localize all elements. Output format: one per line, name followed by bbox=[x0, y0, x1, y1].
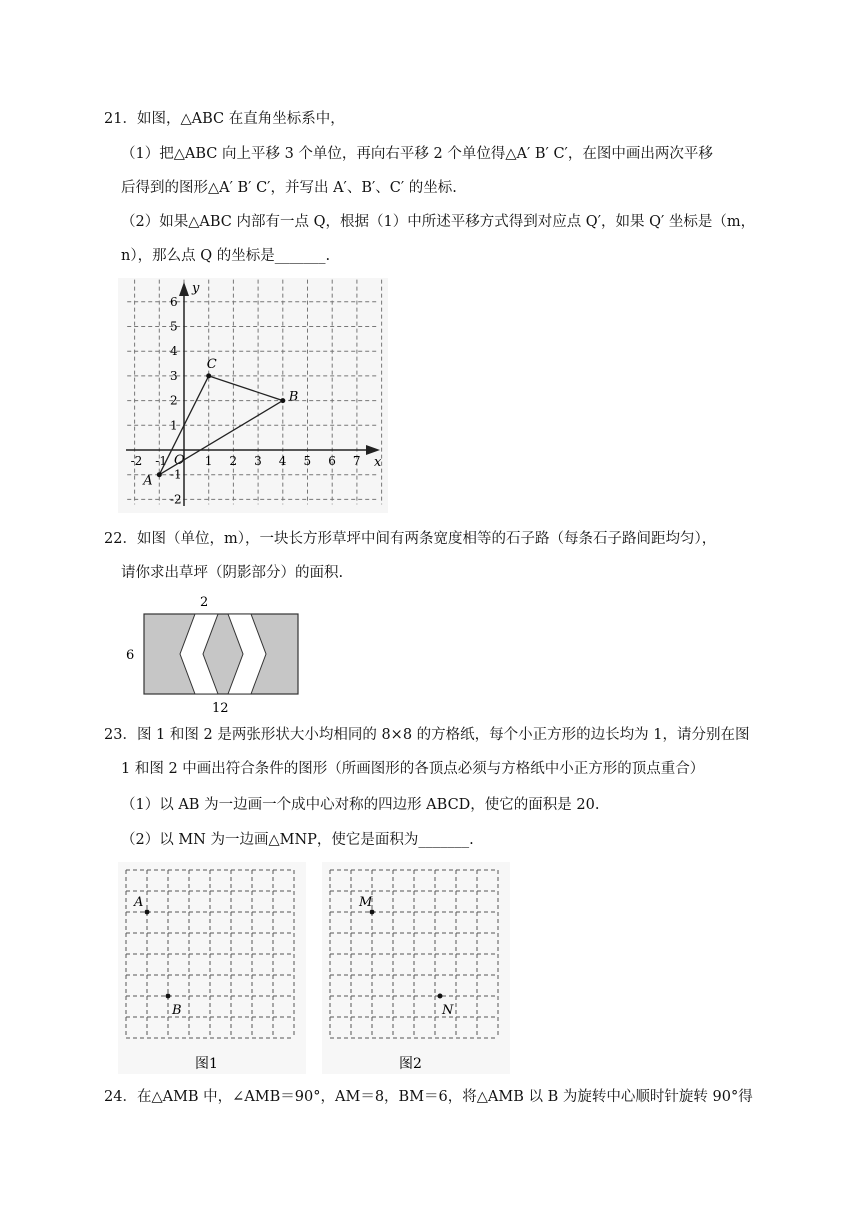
x-tick-label: 7 bbox=[352, 454, 361, 468]
x-axis-label: x bbox=[374, 455, 382, 470]
y-tick-label: 3 bbox=[170, 368, 178, 383]
q23-line-2: 1 和图 2 中画出符合条件的图形（所画图形的各顶点必须与方格纸中小正方形的顶点重合） bbox=[121, 761, 705, 777]
point-n-dot bbox=[438, 994, 443, 999]
point-a-label: A bbox=[134, 895, 144, 910]
x-tick-label: 4 bbox=[278, 454, 287, 468]
x-tick-label: 3 bbox=[254, 454, 262, 468]
point-b-label: B bbox=[172, 1003, 182, 1018]
q21-coordinate-graph bbox=[118, 278, 388, 513]
point-m-label: M bbox=[359, 895, 373, 910]
point-a-dot bbox=[157, 472, 162, 477]
origin-label: O bbox=[174, 453, 185, 468]
point-a-label: A bbox=[143, 473, 153, 489]
point-b-dot bbox=[280, 398, 285, 403]
q21-line-1: 21．如图，△ABC 在直角坐标系中， bbox=[104, 111, 345, 127]
q21-line-4: （2）如果△ABC 内部有一点 Q，根据（1）中所述平移方式得到对应点 Q′，如果 Q′ 坐标是（m， bbox=[121, 214, 756, 230]
q23-grid-figure-2 bbox=[322, 862, 510, 1074]
point-b-label: B bbox=[288, 389, 299, 405]
x-tick-label: 2 bbox=[229, 454, 238, 468]
x-tick-label: -1 bbox=[155, 454, 168, 468]
q23-line-4: （2）以 MN 为一边画△MNP，使它是面积为_______. bbox=[121, 832, 474, 848]
q24-line-1: 24．在△AMB 中，∠AMB＝90°，AM＝8，BM＝6，将△AMB 以 B 为旋转中心顺时针旋转 90°得 bbox=[104, 1089, 753, 1105]
q21-line-5: n），那么点 Q 的坐标是_______. bbox=[121, 248, 331, 264]
q22-line-1: 22．如图（单位，m），一块长方形草坪中间有两条宽度相等的石子路（每条石子路间距均匀）， bbox=[104, 531, 717, 547]
x-tick-label: -2 bbox=[130, 454, 143, 468]
x-tick-label: 1 bbox=[204, 454, 213, 468]
point-c-label: C bbox=[206, 356, 217, 372]
y-tick-label: 2 bbox=[170, 393, 178, 408]
y-axis-label: y bbox=[192, 281, 200, 296]
point-a-dot bbox=[145, 910, 150, 915]
q23-grid-figure-1 bbox=[118, 862, 306, 1074]
y-tick-label: 6 bbox=[170, 294, 178, 309]
y-tick-label: -2 bbox=[170, 492, 182, 507]
q21-line-3: 后得到的图形△A′ B′ C′，并写出 A′、B′、C′ 的坐标. bbox=[121, 180, 457, 196]
q21-line-2: （1）把△ABC 向上平移 3 个单位，再向右平移 2 个单位得△A′ B′ C′，在图中画出两次平移 bbox=[121, 146, 713, 162]
q22-top-label: 2 bbox=[200, 595, 209, 610]
q22-lawn-figure bbox=[118, 590, 308, 718]
x-tick-label: 6 bbox=[328, 454, 336, 468]
q23-line-3: （1）以 AB 为一边画一个成中心对称的四边形 ABCD，使它的面积是 20. bbox=[121, 797, 600, 813]
q22-bottom-label: 12 bbox=[212, 701, 229, 716]
q22-left-label: 6 bbox=[126, 648, 135, 663]
point-b-dot bbox=[166, 994, 171, 999]
point-n-label: N bbox=[442, 1003, 454, 1018]
lawn-rectangle bbox=[144, 614, 298, 694]
point-c-dot bbox=[206, 373, 211, 378]
point-m-dot bbox=[370, 910, 375, 915]
q22-line-2: 请你求出草坪（阴影部分）的面积. bbox=[121, 565, 344, 581]
y-tick-label: 1 bbox=[170, 418, 178, 433]
q23-line-1: 23．图 1 和图 2 是两张形状大小均相同的 8×8 的方格纸，每个小正方形的边长均为 1，请分别在图 bbox=[104, 727, 750, 743]
y-tick-label: -1 bbox=[170, 467, 182, 482]
figure-1-caption: 图1 bbox=[195, 1056, 218, 1072]
figure-2-caption: 图2 bbox=[399, 1056, 422, 1072]
y-tick-label: 5 bbox=[170, 319, 178, 334]
y-tick-label: 4 bbox=[170, 344, 178, 359]
x-tick-label: 5 bbox=[303, 454, 312, 468]
